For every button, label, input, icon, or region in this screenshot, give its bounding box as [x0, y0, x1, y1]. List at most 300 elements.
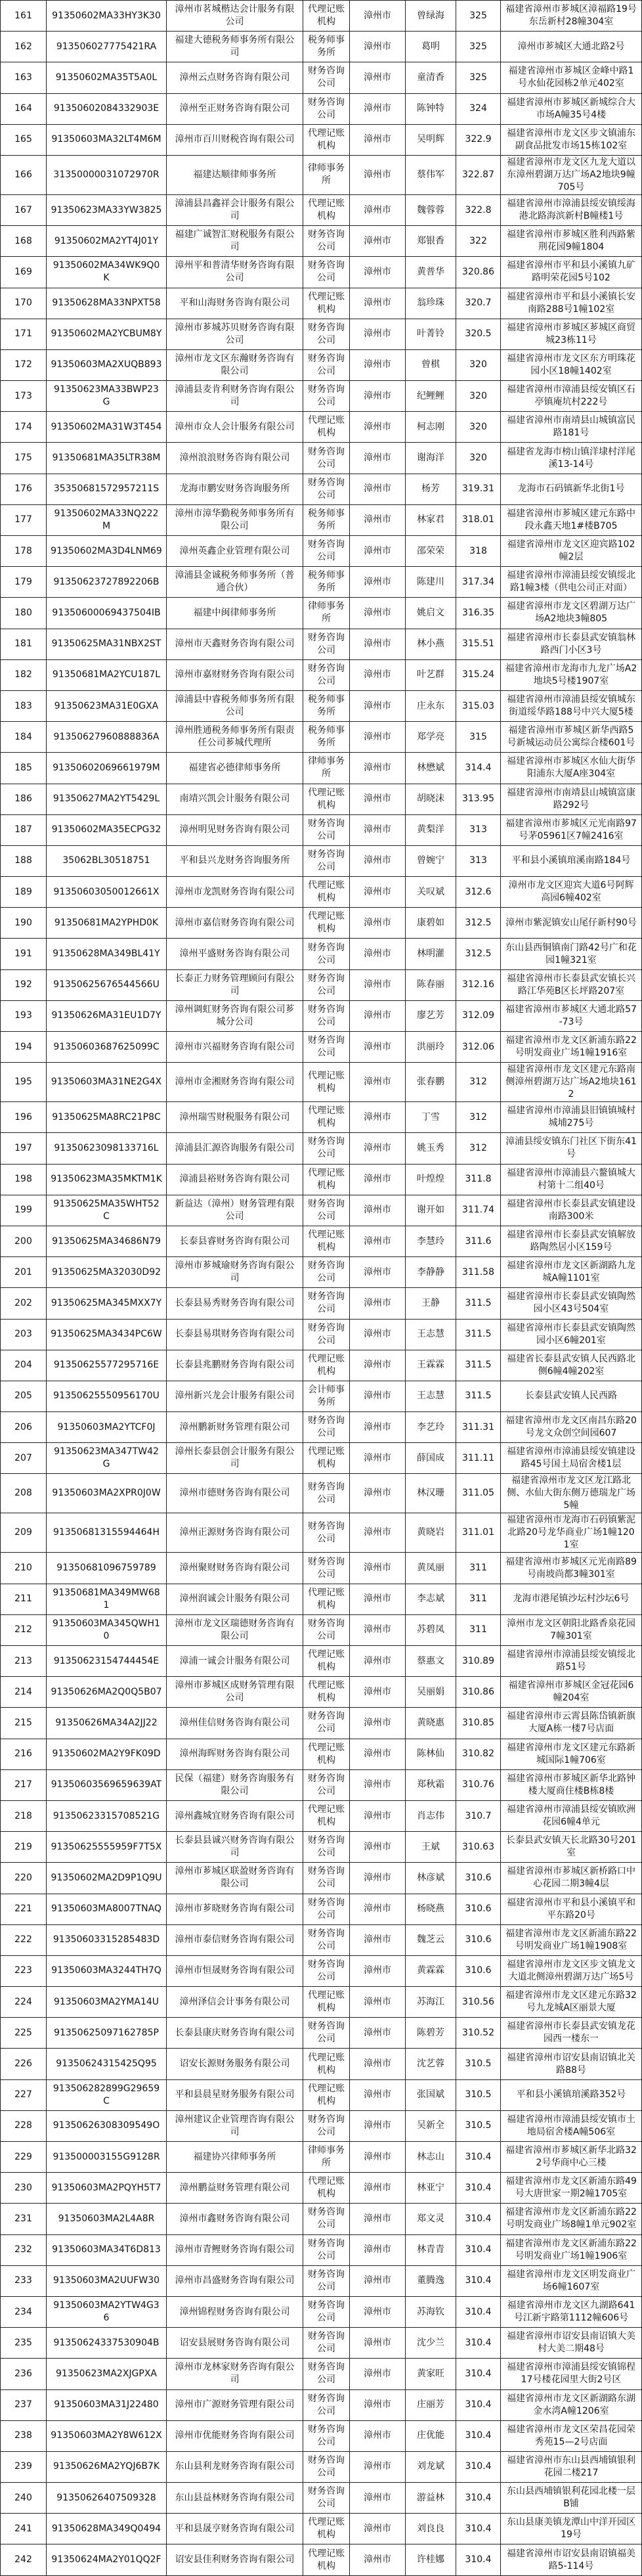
agency-type-cell: 代理记账机构 [303, 1, 350, 32]
address-cell: 福建省漳州市东山县西埔镇银利花园二楼217 [501, 2451, 642, 2482]
city-cell: 漳州市 [350, 753, 406, 784]
agency-name-cell: 长泰县县诚兴财务咨询有限公司 [167, 1832, 303, 1863]
row-number-cell: 168 [1, 226, 47, 257]
credit-code-cell: 91350681MA2YCU187L [47, 659, 167, 690]
legal-person-cell: 李慧玲 [406, 1226, 456, 1256]
legal-person-cell: 黄家旺 [406, 2359, 456, 2389]
row-number-cell: 235 [1, 2328, 47, 2359]
agency-name-cell: 漳州市嘉财财务咨询有限公司 [167, 659, 303, 690]
city-cell: 漳州市 [350, 1553, 406, 1584]
address-cell: 福建省漳州市芗城区新华北路钟楼大厦商住楼B栋8楼 [501, 1769, 642, 1800]
agency-name-cell: 漳州鹏新财务管理有限公司 [167, 1412, 303, 1443]
row-number-cell: 208 [1, 1474, 47, 1513]
credit-code-cell: 91350603MA2YTW4G36 [47, 2296, 167, 2327]
credit-code-cell: 91350602MA2YT4J01Y [47, 226, 167, 257]
agency-name-cell: 漳州市芗晓财务咨询有限公司 [167, 1894, 303, 1924]
city-cell: 漳州市 [350, 845, 406, 876]
address-cell: 福建省漳州市龙文区新湖路东湖金水湾A幢1206室 [501, 2389, 642, 2420]
score-cell: 310.86 [456, 1677, 501, 1708]
table-row [1, 969, 642, 1000]
agency-name-cell: 平和山海财务咨询有限公司 [167, 288, 303, 319]
row-number-cell: 207 [1, 1443, 47, 1474]
legal-person-cell: 蔡伟军 [406, 155, 456, 194]
legal-person-cell: 柯志刚 [406, 412, 456, 443]
agency-name-cell: 漳州市茗城楷达会计服务有限公司 [167, 1, 303, 32]
legal-person-cell: 曾绿海 [406, 1, 456, 32]
agency-type-cell: 财务咨询公司 [303, 1032, 350, 1063]
legal-person-cell: 廖艺芳 [406, 1000, 456, 1031]
score-cell: 310.76 [456, 1769, 501, 1800]
credit-code-cell: 91350602MA34WK9Q0K [47, 257, 167, 288]
city-cell: 漳州市 [350, 1288, 406, 1319]
credit-code-cell: 91350602MA33HY3K30 [47, 1, 167, 32]
agency-name-cell: 漳州市恒晟财务咨询有限公司 [167, 1955, 303, 1986]
agency-type-cell: 代理记账机构 [303, 1677, 350, 1708]
agency-name-cell: 漳州平和普清华财务咨询有限公司 [167, 257, 303, 288]
row-number-cell: 172 [1, 349, 47, 380]
agency-name-cell: 新益达（漳州）财务管理有限公司 [167, 1195, 303, 1226]
city-cell: 漳州市 [350, 1614, 406, 1645]
address-cell: 福建省漳州市龙文区新浦东路22号明发商业广场1幢1908室 [501, 1924, 642, 1955]
agency-name-cell: 福建中闽律师事务所 [167, 598, 303, 629]
city-cell: 漳州市 [350, 2110, 406, 2141]
score-cell: 322.9 [456, 124, 501, 155]
credit-code-cell: 913506027775421RA [47, 32, 167, 62]
score-cell: 316.35 [456, 598, 501, 629]
address-cell: 福建省漳州市龙文区明发商业广场6幢1607室 [501, 2265, 642, 2296]
agency-name-cell: 漳州市芗城区联盈财务咨询有限公司 [167, 1863, 303, 1894]
row-number-cell: 176 [1, 474, 47, 504]
agency-name-cell: 漳州泽信会计事务有限公司 [167, 1987, 303, 2018]
table-row [1, 1063, 642, 1102]
score-cell: 322 [456, 226, 501, 257]
table-row [1, 2049, 642, 2079]
legal-person-cell: 张春鹏 [406, 1063, 456, 1102]
row-number-cell: 242 [1, 2544, 47, 2575]
table-row [1, 1513, 642, 1553]
row-number-cell: 175 [1, 443, 47, 474]
credit-code-cell: 91350626MA31EU1D7Y [47, 1000, 167, 1031]
address-cell: 福建省漳州市龙文区建元东路32号九龙城A区丽景大厦 [501, 1987, 642, 2018]
agency-type-cell: 代理记账机构 [303, 2049, 350, 2079]
city-cell: 漳州市 [350, 1032, 406, 1063]
row-number-cell: 226 [1, 2049, 47, 2079]
agency-type-cell: 代理记账机构 [303, 1987, 350, 2018]
legal-person-cell: 李志斌 [406, 1584, 456, 1614]
agency-type-cell: 代理记账机构 [303, 1350, 350, 1381]
city-cell: 漳州市 [350, 288, 406, 319]
table-row [1, 474, 642, 504]
credit-code-cell: 91350602084332903E [47, 93, 167, 124]
agency-name-cell: 漳州鹏益财务管理有限公司 [167, 2173, 303, 2204]
table-row [1, 226, 642, 257]
legal-person-cell: 姚玉秀 [406, 1133, 456, 1164]
legal-person-cell: 翁珍珠 [406, 288, 456, 319]
table-row [1, 93, 642, 124]
score-cell: 320 [456, 443, 501, 474]
city-cell: 漳州市 [350, 598, 406, 629]
city-cell: 漳州市 [350, 629, 406, 659]
city-cell: 漳州市 [350, 1924, 406, 1955]
agency-type-cell: 税务师事务所 [303, 32, 350, 62]
agency-name-cell: 漳州市兴福财务咨询有限公司 [167, 1032, 303, 1063]
address-cell: 福建省漳州市漳浦县绥安镇市土地局宿舍楼A幢506室 [501, 2110, 642, 2141]
score-cell: 310.4 [456, 2359, 501, 2389]
agency-name-cell: 福建大德税务师事务所有限公司 [167, 32, 303, 62]
agency-type-cell: 财务咨询公司 [303, 1955, 350, 1986]
agency-type-cell: 财务咨询公司 [303, 2110, 350, 2141]
score-cell: 310.5 [456, 2049, 501, 2079]
legal-person-cell: 林懋斌 [406, 753, 456, 784]
agency-type-cell: 财务咨询公司 [303, 969, 350, 1000]
address-cell: 福建省漳州市漳浦县绥安镇锦程17号楼花园里大街2号区 [501, 2359, 642, 2389]
row-number-cell: 165 [1, 124, 47, 155]
row-number-cell: 201 [1, 1257, 47, 1288]
score-cell: 311.5 [456, 1319, 501, 1350]
credit-code-cell: 91350624337530904B [47, 2328, 167, 2359]
table-row [1, 62, 642, 93]
agency-name-cell: 漳州市众人会计服务有限公司 [167, 412, 303, 443]
address-cell: 福建省漳州市长泰县武安镇陶然园小区6幢201室 [501, 1319, 642, 1350]
row-number-cell: 228 [1, 2110, 47, 2141]
table-row [1, 536, 642, 567]
credit-code-cell: 91350681315594464H [47, 1513, 167, 1553]
agency-name-cell: 漳州市鑫财务咨询有限公司 [167, 2204, 303, 2234]
agency-type-cell: 律师事务所 [303, 2142, 350, 2173]
address-cell: 福建省漳州市龙文区新浦东路22号明发商业广场1幢1906室 [501, 2234, 642, 2265]
score-cell: 310.6 [456, 1863, 501, 1894]
address-cell: 福建省漳州市龙文区建元东路新城国际1幢706室 [501, 1739, 642, 1769]
city-cell: 漳州市 [350, 1769, 406, 1800]
address-cell: 福建省漳州市龙文区新浦东路22号明发商业广场8幢1单元902室 [501, 2204, 642, 2234]
address-cell: 长泰县武安镇人民西路 [501, 1381, 642, 1411]
row-number-cell: 171 [1, 319, 47, 349]
agency-name-cell: 龙海市鹏安财务咨询服务所 [167, 474, 303, 504]
score-cell: 313 [456, 845, 501, 876]
city-cell: 漳州市 [350, 443, 406, 474]
row-number-cell: 232 [1, 2234, 47, 2265]
city-cell: 漳州市 [350, 1443, 406, 1474]
credit-code-cell: 91350602MA2D9P1Q9U [47, 1863, 167, 1894]
agency-name-cell: 长泰正力财务管理顾问有限公司 [167, 969, 303, 1000]
legal-person-cell: 童清香 [406, 62, 456, 93]
city-cell: 漳州市 [350, 1832, 406, 1863]
city-cell: 漳州市 [350, 1739, 406, 1769]
city-cell: 漳州市 [350, 2451, 406, 2482]
legal-person-cell: 林小燕 [406, 629, 456, 659]
city-cell: 漳州市 [350, 2079, 406, 2110]
city-cell: 漳州市 [350, 504, 406, 535]
table-row [1, 155, 642, 194]
agency-type-cell: 代理记账机构 [303, 1063, 350, 1102]
address-cell: 福建省漳州市龙文区步文镇龙文大道北侧漳州碧湖万达广场5号 [501, 1955, 642, 1986]
table-row [1, 257, 642, 288]
score-cell: 325 [456, 62, 501, 93]
agency-type-cell: 财务咨询公司 [303, 2483, 350, 2514]
credit-code-cell: 91350625MA345MXX7Y [47, 1288, 167, 1319]
table-row [1, 2142, 642, 2173]
row-number-cell: 192 [1, 969, 47, 1000]
score-cell: 312.16 [456, 969, 501, 1000]
agency-type-cell: 财务咨询公司 [303, 1832, 350, 1863]
legal-person-cell: 林亚宁 [406, 2173, 456, 2204]
agency-name-cell: 长泰县易秀财务咨询有限公司 [167, 1288, 303, 1319]
city-cell: 漳州市 [350, 1800, 406, 1831]
credit-code-cell: 91350626407509328 [47, 2483, 167, 2514]
row-number-cell: 233 [1, 2265, 47, 2296]
row-number-cell: 186 [1, 784, 47, 814]
legal-person-cell: 杨芳 [406, 474, 456, 504]
credit-code-cell: 91350603MA2YTCF0J [47, 1412, 167, 1443]
row-number-cell: 163 [1, 62, 47, 93]
credit-code-cell: 91350602069661979M [47, 753, 167, 784]
agency-type-cell: 代理记账机构 [303, 124, 350, 155]
agency-name-cell: 南靖兴凯会计服务有限公司 [167, 784, 303, 814]
agency-name-cell: 漳州市芗城苏贝财务咨询有限公司 [167, 319, 303, 349]
legal-person-cell: 丁雪 [406, 1102, 456, 1133]
credit-code-cell: 91350625MA35WHT52C [47, 1195, 167, 1226]
agency-type-cell: 财务咨询公司 [303, 1924, 350, 1955]
city-cell: 漳州市 [350, 1412, 406, 1443]
score-cell: 320 [456, 381, 501, 412]
legal-person-cell: 魏芝云 [406, 1924, 456, 1955]
score-cell: 310.89 [456, 1646, 501, 1677]
score-cell: 320 [456, 412, 501, 443]
city-cell: 漳州市 [350, 567, 406, 598]
row-number-cell: 225 [1, 2018, 47, 2049]
row-number-cell: 200 [1, 1226, 47, 1256]
table-row [1, 2079, 642, 2110]
table-row [1, 1553, 642, 1584]
credit-code-cell: 91350623MA2XJGPXA [47, 2359, 167, 2389]
address-cell: 福建省漳州市芗城区大通北路57-73号 [501, 1000, 642, 1031]
credit-code-cell: 91350603MA31J22480 [47, 2389, 167, 2420]
score-cell: 310.82 [456, 1739, 501, 1769]
address-cell: 福建省漳州市漳浦县绥安镇欧洲花园6幢4单元 [501, 1800, 642, 1831]
score-cell: 315 [456, 722, 501, 753]
table-row [1, 381, 642, 412]
credit-code-cell: 91350623154744454E [47, 1646, 167, 1677]
credit-code-cell: 91350603MA31NE2G4X [47, 1063, 167, 1102]
credit-code-cell: 91350623727892206B [47, 567, 167, 598]
agency-name-cell: 漳州市广源财务管理有限公司 [167, 2389, 303, 2420]
agency-name-cell: 漳州市昌盛财务咨询有限公司 [167, 2265, 303, 2296]
table-row [1, 124, 642, 155]
credit-code-cell: 91350623MA33BWP23G [47, 381, 167, 412]
legal-person-cell: 庄永东 [406, 690, 456, 721]
legal-person-cell: 林志山 [406, 2142, 456, 2173]
agency-name-cell: 漳州英鑫企业管理有限公司 [167, 536, 303, 567]
table-row [1, 1955, 642, 1986]
credit-code-cell: 91350602MA35ECPG32 [47, 814, 167, 845]
agency-type-cell: 代理记账机构 [303, 288, 350, 319]
agency-name-cell: 漳州市龙文区东瀚财务咨询有限公司 [167, 349, 303, 380]
agency-name-cell: 东山县利龙财务咨询有限公司 [167, 2451, 303, 2482]
table-row [1, 1863, 642, 1894]
address-cell: 福建省漳州市芗城区新华西路5号新城运动员公寓综合楼601号 [501, 722, 642, 753]
address-cell: 平和县小溪镇琯溪路352号 [501, 2079, 642, 2110]
score-cell: 310.52 [456, 2018, 501, 2049]
agency-type-cell: 代理记账机构 [303, 1646, 350, 1677]
table-row [1, 1381, 642, 1411]
city-cell: 漳州市 [350, 659, 406, 690]
table-row [1, 1769, 642, 1800]
agency-name-cell: 漳州市德财务咨询有限公司 [167, 1474, 303, 1513]
row-number-cell: 215 [1, 1708, 47, 1739]
credit-code-cell: 91350624315425Q95 [47, 2049, 167, 2079]
table-row [1, 2234, 642, 2265]
address-cell: 龙海市石码镇新华北街1号 [501, 474, 642, 504]
agency-name-cell: 漳州润诚会计服务有限公司 [167, 1584, 303, 1614]
address-cell: 福建省漳州市龙海市石码镇紫泥北路20号龙华商业广场1幢1201室 [501, 1513, 642, 1553]
table-row [1, 1584, 642, 1614]
city-cell: 漳州市 [350, 908, 406, 939]
table-row [1, 1614, 642, 1645]
row-number-cell: 230 [1, 2173, 47, 2204]
agency-name-cell: 漳浦县中睿税务师事务所有限公司 [167, 690, 303, 721]
agency-name-cell: 漳州佳信财务咨询有限公司 [167, 1708, 303, 1739]
address-cell: 福建省漳州市漳浦县绥安镇建设路45号国土局宿舍楼1层 [501, 1443, 642, 1474]
table-row [1, 2296, 642, 2327]
city-cell: 漳州市 [350, 1863, 406, 1894]
row-number-cell: 183 [1, 690, 47, 721]
address-cell: 福建省漳州市芗城区元光南路97号茅05961区7幢2416室 [501, 814, 642, 845]
city-cell: 漳州市 [350, 690, 406, 721]
agency-name-cell: 漳浦县裕财务咨询有限公司 [167, 1164, 303, 1195]
agency-name-cell: 漳州市优能财务咨询有限公司 [167, 2420, 303, 2451]
agency-name-cell: 漳州平盛财务咨询有限公司 [167, 939, 303, 969]
city-cell: 漳州市 [350, 2049, 406, 2079]
table-row [1, 2483, 642, 2514]
row-number-cell: 196 [1, 1102, 47, 1133]
agency-name-cell: 漳州市青鲤财务咨询有限公司 [167, 2234, 303, 2265]
city-cell: 漳州市 [350, 257, 406, 288]
agency-type-cell: 财务咨询公司 [303, 62, 350, 93]
address-cell: 漳州市芗城区大通北路2号 [501, 32, 642, 62]
score-cell: 312 [456, 1133, 501, 1164]
legal-person-cell: 郑秋霜 [406, 1769, 456, 1800]
city-cell: 漳州市 [350, 155, 406, 194]
row-number-cell: 170 [1, 288, 47, 319]
city-cell: 漳州市 [350, 1381, 406, 1411]
credit-code-cell: 91350625MA8RC21P8C [47, 1102, 167, 1133]
score-cell: 310.4 [456, 2142, 501, 2173]
agency-type-cell: 财务咨询公司 [303, 629, 350, 659]
row-number-cell: 206 [1, 1412, 47, 1443]
table-row [1, 2514, 642, 2544]
row-number-cell: 184 [1, 722, 47, 753]
score-cell: 312.06 [456, 1032, 501, 1063]
legal-person-cell: 董腾逸 [406, 2265, 456, 2296]
score-cell: 310.4 [456, 2420, 501, 2451]
credit-code-cell: 91350625MA3434PC6W [47, 1319, 167, 1350]
address-cell: 福建省漳州市长泰县武安镇龙花园西一楼东一 [501, 2018, 642, 2049]
agency-name-cell: 漳州胜通税务师事务所有限责任公司芗城代理所 [167, 722, 303, 753]
legal-person-cell: 刘龙斌 [406, 2451, 456, 2482]
legal-person-cell: 陈建川 [406, 567, 456, 598]
city-cell: 漳州市 [350, 2420, 406, 2451]
agency-name-cell: 福建广诚智汇财税服务有限公司 [167, 226, 303, 257]
agency-name-cell: 漳州瑞雪财税服务有限公司 [167, 1102, 303, 1133]
row-number-cell: 209 [1, 1513, 47, 1553]
address-cell: 福建省漳州市漳浦县绥安镇绥北路51号 [501, 1646, 642, 1677]
score-cell: 325 [456, 1, 501, 32]
row-number-cell: 203 [1, 1319, 47, 1350]
agency-name-cell: 漳州市泰信财务咨询有限公司 [167, 1924, 303, 1955]
address-cell: 福建省漳州市龙文区新浦东路49号大唐世家一期2幢1705室 [501, 2173, 642, 2204]
credit-code-cell: 91350603MA3244TH7Q [47, 1955, 167, 1986]
score-cell: 320.7 [456, 288, 501, 319]
row-number-cell: 204 [1, 1350, 47, 1381]
score-cell: 313.95 [456, 784, 501, 814]
row-number-cell: 178 [1, 536, 47, 567]
credit-code-cell: 91350626MA2YQJ6B7K [47, 2451, 167, 2482]
credit-code-cell: 91350603MA2XUQB893 [47, 349, 167, 380]
table-row [1, 2265, 642, 2296]
legal-person-cell: 陈钟特 [406, 93, 456, 124]
legal-person-cell: 王霖霖 [406, 1350, 456, 1381]
address-cell: 福建省漳州市漳浦县绥安镇绥海港北路海滨新村B幢楼1号 [501, 194, 642, 225]
legal-person-cell: 游益林 [406, 2483, 456, 2514]
table-row [1, 659, 642, 690]
row-number-cell: 202 [1, 1288, 47, 1319]
credit-code-cell: 91350627MA2YT5429L [47, 784, 167, 814]
credit-code-cell: 91350603MA2XPR0J0W [47, 1474, 167, 1513]
legal-person-cell: 黄晓惠 [406, 1708, 456, 1739]
credit-code-cell: 91350603687625099C [47, 1032, 167, 1063]
agency-type-cell: 财务咨询公司 [303, 536, 350, 567]
row-number-cell: 198 [1, 1164, 47, 1195]
agency-type-cell: 代理记账机构 [303, 908, 350, 939]
agency-name-cell: 平和县晟亨财务咨询有限公司 [167, 2514, 303, 2544]
table-row [1, 1924, 642, 1955]
address-cell: 漳州市龙文区朝阳北路香泉花园7幢301室 [501, 1614, 642, 1645]
row-number-cell: 180 [1, 598, 47, 629]
row-number-cell: 223 [1, 1955, 47, 1986]
credit-code-cell: 91350681MA349MW681 [47, 1584, 167, 1614]
city-cell: 漳州市 [350, 1102, 406, 1133]
row-number-cell: 193 [1, 1000, 47, 1031]
city-cell: 漳州市 [350, 1350, 406, 1381]
address-cell: 福建省漳州市龙文区南昌东路20号龙文众创空间园607 [501, 1412, 642, 1443]
legal-person-cell: 关叹斌 [406, 877, 456, 908]
agency-type-cell: 代理记账机构 [303, 412, 350, 443]
address-cell: 福建省漳州市平和县小溪镇九矿路明荣花园5号102 [501, 257, 642, 288]
agency-name-cell: 漳浦一诚会计服务有限公司 [167, 1646, 303, 1677]
table-row [1, 1739, 642, 1769]
credit-code-cell: 91350625676544566U [47, 969, 167, 1000]
agency-name-cell: 漳州市龙林家财务咨询有限公司 [167, 2359, 303, 2389]
row-number-cell: 197 [1, 1133, 47, 1164]
agency-type-cell: 代理记账机构 [303, 2173, 350, 2204]
agency-name-cell: 长泰县睿财务咨询有限公司 [167, 1226, 303, 1256]
city-cell: 漳州市 [350, 319, 406, 349]
credit-code-cell: 91350628MA349BL41Y [47, 939, 167, 969]
score-cell: 311 [456, 1614, 501, 1645]
score-cell: 310.63 [456, 1832, 501, 1863]
city-cell: 漳州市 [350, 2514, 406, 2544]
city-cell: 漳州市 [350, 2296, 406, 2327]
legal-person-cell: 刘良良 [406, 2514, 456, 2544]
city-cell: 漳州市 [350, 814, 406, 845]
address-cell: 福建省漳州市芗城区新城综合大市场A幢35号4楼 [501, 93, 642, 124]
score-cell: 311.5 [456, 1350, 501, 1381]
agency-name-cell: 漳州市龙凯财务咨询有限公司 [167, 877, 303, 908]
table-row [1, 412, 642, 443]
address-cell: 福建省漳州市长泰县武安镇陶然园小区43号504室 [501, 1288, 642, 1319]
agency-name-cell: 漳州海晖财务咨询有限公司 [167, 1739, 303, 1769]
agency-name-cell: 漳州新兴龙会计服务有限公司 [167, 1381, 303, 1411]
